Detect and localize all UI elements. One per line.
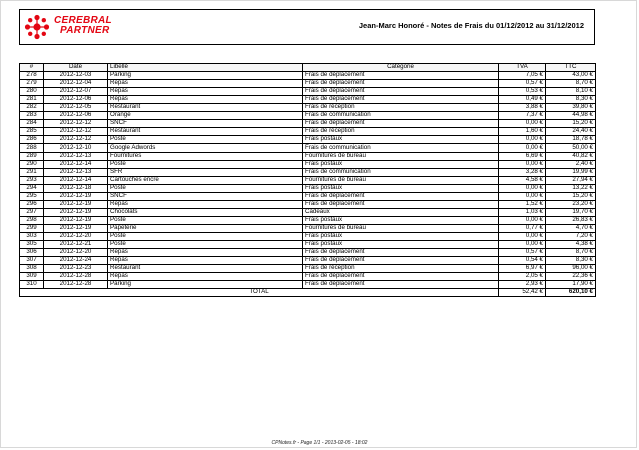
logo-line-2: PARTNER: [60, 25, 110, 36]
table-body: [20, 72, 596, 289]
cell-ttc: 22,36 €: [546, 273, 596, 281]
cell-id: 307: [20, 257, 44, 265]
cell-ttc: 27,94 €: [546, 176, 596, 184]
cell-id: 285: [20, 128, 44, 136]
total-ttc: 620,10 €: [546, 289, 596, 297]
cell-date: 2012-12-19: [44, 224, 108, 232]
cell-tva: 0,00 €: [499, 216, 546, 224]
cell-ttc: 15,20 €: [546, 120, 596, 128]
cell-category: Frais de communication: [303, 112, 499, 120]
cell-tva: 0,00 €: [499, 160, 546, 168]
cell-ttc: 44,98 €: [546, 112, 596, 120]
cell-label: SNCF: [108, 120, 303, 128]
cell-tva: 0,00 €: [499, 241, 546, 249]
cell-id: 289: [20, 152, 44, 160]
table-row: [20, 216, 596, 224]
cell-date: 2012-12-20: [44, 232, 108, 240]
cell-ttc: 15,20 €: [546, 192, 596, 200]
cell-tva: 0,49 €: [499, 96, 546, 104]
total-label: TOTAL: [20, 289, 499, 297]
cell-label: Poste: [108, 160, 303, 168]
table-row: [20, 104, 596, 112]
cell-category: Frais de déplacement: [303, 88, 499, 96]
cell-label: Restaurant: [108, 265, 303, 273]
cell-label: Poste: [108, 136, 303, 144]
cell-id: 308: [20, 265, 44, 273]
table-row: [20, 208, 596, 216]
cell-date: 2012-12-14: [44, 160, 108, 168]
cell-tva: 3,28 €: [499, 168, 546, 176]
table-row: [20, 192, 596, 200]
cell-date: 2012-12-06: [44, 96, 108, 104]
cell-tva: 0,77 €: [499, 224, 546, 232]
cell-tva: 2,05 €: [499, 273, 546, 281]
table-row: [20, 152, 596, 160]
cell-id: 284: [20, 120, 44, 128]
cell-ttc: 26,83 €: [546, 216, 596, 224]
cell-date: 2012-12-06: [44, 112, 108, 120]
cell-ttc: 96,00 €: [546, 265, 596, 273]
molecule-logo-icon: [24, 14, 50, 40]
cell-ttc: 2,40 €: [546, 160, 596, 168]
table-row: [20, 200, 596, 208]
document-title: Jean-Marc Honoré - Notes de Frais du 01/12/2012 au 31/12/2012: [358, 21, 584, 30]
cell-tva: 1,03 €: [499, 208, 546, 216]
cell-category: Frais de déplacement: [303, 96, 499, 104]
cell-id: 291: [20, 168, 44, 176]
cell-id: 309: [20, 273, 44, 281]
document-header: [19, 9, 595, 45]
table-row: [20, 265, 596, 273]
cell-tva: 2,93 €: [499, 281, 546, 289]
cell-id: 294: [20, 184, 44, 192]
cell-category: Frais postaux: [303, 136, 499, 144]
cell-tva: 0,00 €: [499, 192, 546, 200]
cell-ttc: 4,70 €: [546, 224, 596, 232]
column-header-id: #: [20, 64, 44, 72]
cell-label: Parking: [108, 281, 303, 289]
column-header-category: Catégorie: [303, 64, 499, 72]
cell-tva: 4,58 €: [499, 176, 546, 184]
cell-label: Chocolats: [108, 208, 303, 216]
cell-category: Frais postaux: [303, 216, 499, 224]
table-row: [20, 144, 596, 152]
cell-label: Cartouches encre: [108, 176, 303, 184]
cell-label: Poste: [108, 184, 303, 192]
cell-tva: 0,00 €: [499, 144, 546, 152]
cell-label: Repas: [108, 80, 303, 88]
cell-id: 281: [20, 96, 44, 104]
cell-label: Restaurant: [108, 128, 303, 136]
table-row: [20, 257, 596, 265]
cell-tva: 0,53 €: [499, 88, 546, 96]
cell-id: 280: [20, 88, 44, 96]
cell-ttc: 8,70 €: [546, 80, 596, 88]
cell-tva: 0,00 €: [499, 232, 546, 240]
cell-category: Frais de déplacement: [303, 273, 499, 281]
cell-category: Frais de déplacement: [303, 192, 499, 200]
cell-category: Frais de déplacement: [303, 72, 499, 80]
cell-date: 2012-12-21: [44, 241, 108, 249]
cell-tva: 1,60 €: [499, 128, 546, 136]
cell-label: Restaurant: [108, 104, 303, 112]
column-header-label: Libellé: [108, 64, 303, 72]
cell-ttc: 8,10 €: [546, 88, 596, 96]
expenses-table: [19, 63, 596, 297]
cell-date: 2012-12-28: [44, 273, 108, 281]
cell-ttc: 8,30 €: [546, 257, 596, 265]
column-header-tva: TVA: [499, 64, 546, 72]
table-row: [20, 128, 596, 136]
cell-id: 310: [20, 281, 44, 289]
cell-category: Frais de déplacement: [303, 249, 499, 257]
cell-label: Repas: [108, 249, 303, 257]
cell-date: 2012-12-19: [44, 192, 108, 200]
cell-ttc: 8,70 €: [546, 249, 596, 257]
table-row: [20, 112, 596, 120]
cell-ttc: 8,30 €: [546, 96, 596, 104]
logo-wordmark: [54, 16, 112, 36]
cell-label: Papeterie: [108, 224, 303, 232]
cell-label: SFR: [108, 168, 303, 176]
cell-date: 2012-12-13: [44, 168, 108, 176]
cell-id: 305: [20, 241, 44, 249]
cell-ttc: 13,22 €: [546, 184, 596, 192]
table-row: [20, 249, 596, 257]
cell-category: Frais de déplacement: [303, 80, 499, 88]
cell-date: 2012-12-12: [44, 120, 108, 128]
cell-ttc: 40,82 €: [546, 152, 596, 160]
cell-date: 2012-12-07: [44, 88, 108, 96]
cell-ttc: 24,40 €: [546, 128, 596, 136]
cell-category: Cadeaux: [303, 208, 499, 216]
cell-category: Frais postaux: [303, 232, 499, 240]
cell-label: Repas: [108, 88, 303, 96]
table-header-row: [20, 64, 596, 72]
cell-category: Frais de réception: [303, 104, 499, 112]
table-row: [20, 176, 596, 184]
cell-date: 2012-12-05: [44, 104, 108, 112]
cell-date: 2012-12-24: [44, 257, 108, 265]
cell-date: 2012-12-04: [44, 80, 108, 88]
cell-date: 2012-12-19: [44, 216, 108, 224]
column-header-ttc: TTC: [546, 64, 596, 72]
column-header-date: Date: [44, 64, 108, 72]
cell-tva: 0,54 €: [499, 257, 546, 265]
logo-line-1: CEREBRAL: [54, 15, 112, 26]
cell-label: Poste: [108, 232, 303, 240]
cell-id: 279: [20, 80, 44, 88]
cell-category: Frais de déplacement: [303, 281, 499, 289]
cell-ttc: 23,20 €: [546, 200, 596, 208]
cell-category: Fournitures de bureau: [303, 176, 499, 184]
cell-label: Repas: [108, 273, 303, 281]
cell-date: 2012-12-14: [44, 176, 108, 184]
cell-label: Poste: [108, 241, 303, 249]
cell-tva: 0,00 €: [499, 120, 546, 128]
cell-date: 2012-12-18: [44, 184, 108, 192]
cell-tva: 7,05 €: [499, 72, 546, 80]
table-row: [20, 273, 596, 281]
cell-tva: 6,97 €: [499, 265, 546, 273]
cell-category: Frais de communication: [303, 144, 499, 152]
cell-label: Poste: [108, 216, 303, 224]
cell-tva: 1,52 €: [499, 200, 546, 208]
table-row: [20, 120, 596, 128]
cell-id: 306: [20, 249, 44, 257]
cell-label: Fournitures: [108, 152, 303, 160]
cell-label: Repas: [108, 96, 303, 104]
cell-ttc: 17,90 €: [546, 281, 596, 289]
cell-label: Parking: [108, 72, 303, 80]
cell-category: Fournitures de bureau: [303, 224, 499, 232]
table-row: [20, 281, 596, 289]
cell-label: SNCF: [108, 192, 303, 200]
cell-ttc: 19,99 €: [546, 168, 596, 176]
cell-category: Fournitures de bureau: [303, 152, 499, 160]
cell-ttc: 18,78 €: [546, 136, 596, 144]
total-row: [20, 289, 596, 297]
table-row: [20, 136, 596, 144]
cell-id: 283: [20, 112, 44, 120]
cell-category: Frais postaux: [303, 184, 499, 192]
cell-date: 2012-12-03: [44, 72, 108, 80]
cell-id: 288: [20, 144, 44, 152]
table-row: [20, 224, 596, 232]
cell-category: Frais de communication: [303, 168, 499, 176]
cell-ttc: 50,00 €: [546, 144, 596, 152]
table-row: [20, 72, 596, 80]
table-row: [20, 88, 596, 96]
cell-category: Frais de déplacement: [303, 200, 499, 208]
cell-date: 2012-12-10: [44, 144, 108, 152]
cell-id: 303: [20, 232, 44, 240]
cell-id: 297: [20, 208, 44, 216]
cell-category: Frais de déplacement: [303, 120, 499, 128]
cell-label: Repas: [108, 257, 303, 265]
cell-date: 2012-12-23: [44, 265, 108, 273]
table-row: [20, 96, 596, 104]
cell-ttc: 19,70 €: [546, 208, 596, 216]
cell-date: 2012-12-20: [44, 249, 108, 257]
cell-tva: 0,57 €: [499, 80, 546, 88]
cell-category: Frais de réception: [303, 128, 499, 136]
table-row: [20, 241, 596, 249]
cell-category: Frais postaux: [303, 160, 499, 168]
cell-tva: 0,00 €: [499, 184, 546, 192]
table-row: [20, 232, 596, 240]
cell-label: Google Adwords: [108, 144, 303, 152]
cell-date: 2012-12-12: [44, 128, 108, 136]
cell-tva: 7,37 €: [499, 112, 546, 120]
cell-id: 282: [20, 104, 44, 112]
table-row: [20, 168, 596, 176]
page-footer: CPNotes.fr - Page 1/1 - 2013-02-05 - 18:02: [271, 440, 368, 446]
cell-id: 278: [20, 72, 44, 80]
cell-label: Orange: [108, 112, 303, 120]
cell-id: 290: [20, 160, 44, 168]
table-row: [20, 80, 596, 88]
cell-tva: 6,69 €: [499, 152, 546, 160]
cell-id: 298: [20, 216, 44, 224]
cell-tva: 3,88 €: [499, 104, 546, 112]
cell-date: 2012-12-12: [44, 136, 108, 144]
table-row: [20, 160, 596, 168]
total-tva: 52,42 €: [499, 289, 546, 297]
cell-id: 295: [20, 192, 44, 200]
cell-tva: 0,00 €: [499, 136, 546, 144]
cell-id: 296: [20, 200, 44, 208]
table-row: [20, 184, 596, 192]
cell-category: Frais de réception: [303, 265, 499, 273]
cell-ttc: 7,20 €: [546, 232, 596, 240]
cell-tva: 0,57 €: [499, 249, 546, 257]
cell-ttc: 39,80 €: [546, 104, 596, 112]
cell-id: 293: [20, 176, 44, 184]
cell-date: 2012-12-28: [44, 281, 108, 289]
cell-category: Frais de déplacement: [303, 257, 499, 265]
cell-ttc: 4,38 €: [546, 241, 596, 249]
cell-id: 286: [20, 136, 44, 144]
cell-date: 2012-12-19: [44, 208, 108, 216]
cell-ttc: 43,00 €: [546, 72, 596, 80]
company-logo: [24, 13, 134, 41]
cell-label: Repas: [108, 200, 303, 208]
cell-category: Frais postaux: [303, 241, 499, 249]
cell-date: 2012-12-13: [44, 152, 108, 160]
cell-id: 299: [20, 224, 44, 232]
cell-date: 2012-12-19: [44, 200, 108, 208]
